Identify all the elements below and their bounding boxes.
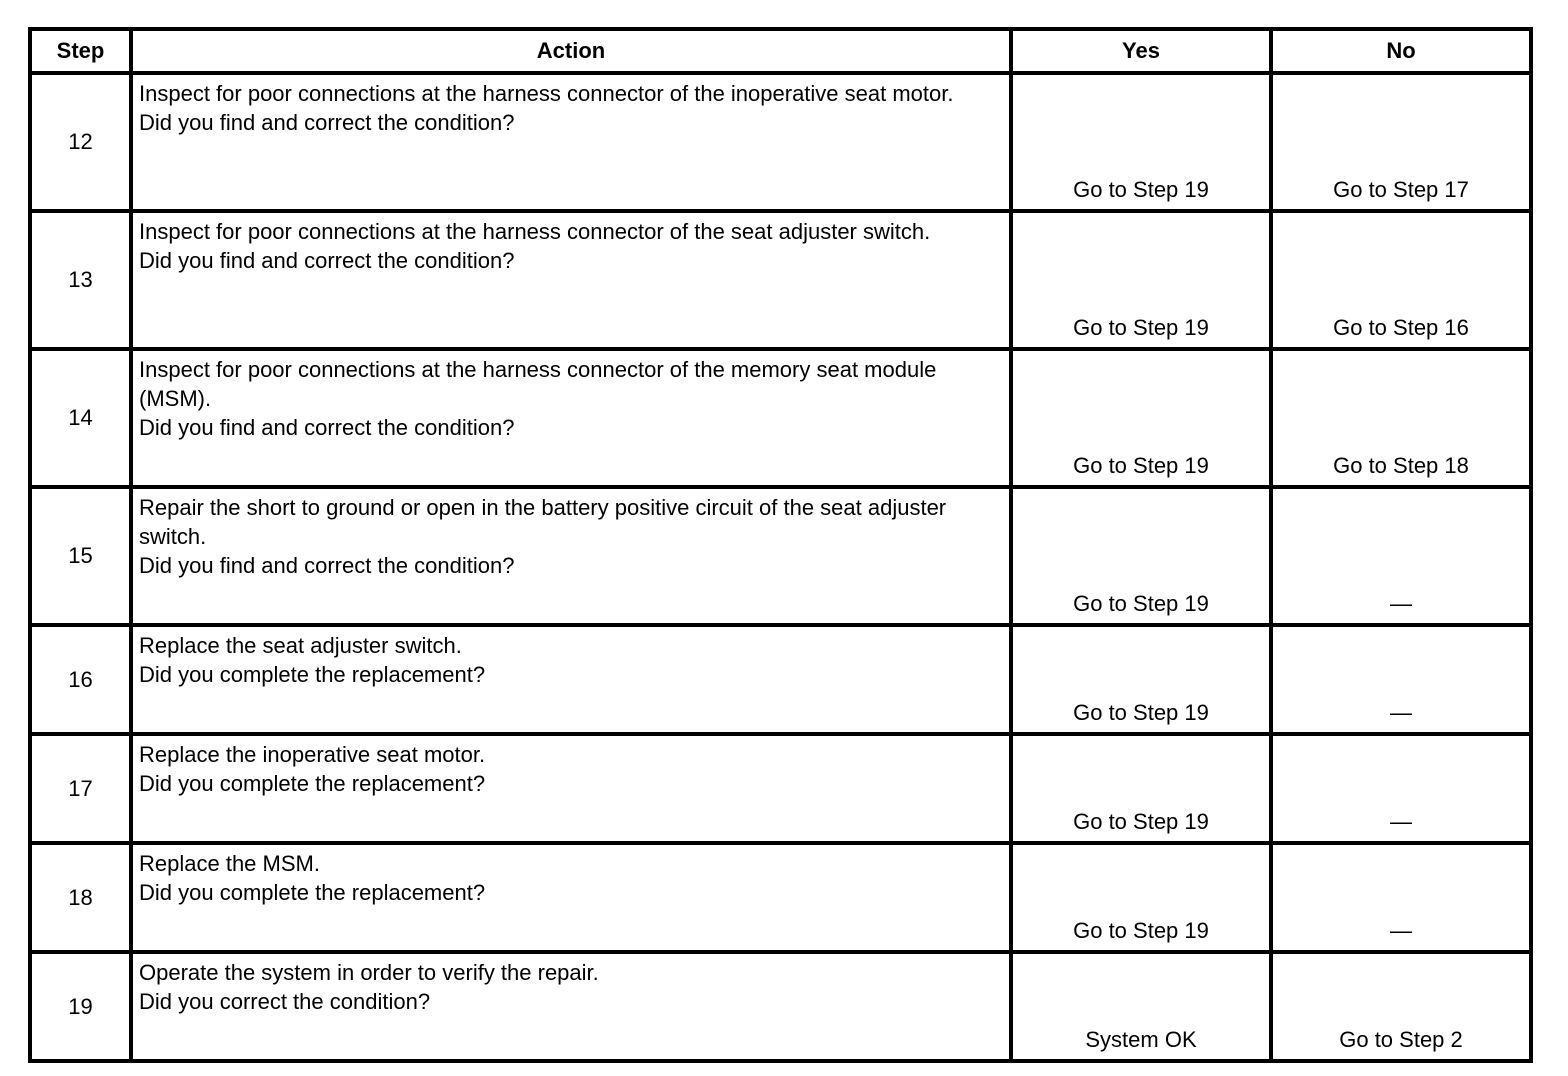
table-row bbox=[30, 487, 1531, 625]
no-result: Go to Step 16 bbox=[1271, 211, 1531, 349]
diagnostic-table bbox=[28, 27, 1533, 1063]
yes-result: Go to Step 19 bbox=[1011, 625, 1271, 734]
no-result: Go to Step 2 bbox=[1271, 952, 1531, 1061]
no-result: — bbox=[1271, 734, 1531, 843]
action-text: Operate the system in order to verify the repair. bbox=[139, 960, 599, 985]
action-question: Did you complete the replacement? bbox=[139, 662, 486, 687]
action-cell bbox=[131, 211, 1011, 349]
yes-result: Go to Step 19 bbox=[1011, 487, 1271, 625]
action-question: Did you correct the condition? bbox=[139, 989, 431, 1014]
table-row bbox=[30, 734, 1531, 843]
step-number: 17 bbox=[30, 734, 131, 843]
header-yes: Yes bbox=[1011, 29, 1271, 73]
header-step: Step bbox=[30, 29, 131, 73]
no-result: — bbox=[1271, 843, 1531, 952]
action-cell bbox=[131, 843, 1011, 952]
yes-result: System OK bbox=[1011, 952, 1271, 1061]
step-number: 19 bbox=[30, 952, 131, 1061]
step-number: 14 bbox=[30, 349, 131, 487]
step-number: 16 bbox=[30, 625, 131, 734]
header-no: No bbox=[1271, 29, 1531, 73]
table-row bbox=[30, 843, 1531, 952]
action-cell bbox=[131, 487, 1011, 625]
action-text: Replace the inoperative seat motor. bbox=[139, 742, 486, 767]
action-cell bbox=[131, 734, 1011, 843]
yes-result: Go to Step 19 bbox=[1011, 734, 1271, 843]
action-cell bbox=[131, 349, 1011, 487]
header-row bbox=[30, 29, 1531, 73]
yes-result: Go to Step 19 bbox=[1011, 843, 1271, 952]
action-text: Replace the seat adjuster switch. bbox=[139, 633, 462, 658]
step-number: 13 bbox=[30, 211, 131, 349]
header-action: Action bbox=[131, 29, 1011, 73]
step-number: 15 bbox=[30, 487, 131, 625]
action-text: Inspect for poor connections at the harness connector of the inoperative seat motor. bbox=[139, 81, 954, 106]
action-question: Did you find and correct the condition? bbox=[139, 415, 515, 440]
action-question: Did you find and correct the condition? bbox=[139, 248, 515, 273]
table-row bbox=[30, 952, 1531, 1061]
no-result: Go to Step 17 bbox=[1271, 73, 1531, 211]
action-question: Did you find and correct the condition? bbox=[139, 110, 515, 135]
table-row bbox=[30, 625, 1531, 734]
yes-result: Go to Step 19 bbox=[1011, 211, 1271, 349]
action-cell bbox=[131, 952, 1011, 1061]
action-question: Did you complete the replacement? bbox=[139, 771, 486, 796]
action-question: Did you complete the replacement? bbox=[139, 880, 486, 905]
action-cell bbox=[131, 73, 1011, 211]
step-number: 12 bbox=[30, 73, 131, 211]
no-result: Go to Step 18 bbox=[1271, 349, 1531, 487]
action-cell bbox=[131, 625, 1011, 734]
yes-result: Go to Step 19 bbox=[1011, 73, 1271, 211]
table-row bbox=[30, 73, 1531, 211]
action-text: Replace the MSM. bbox=[139, 851, 320, 876]
action-question: Did you find and correct the condition? bbox=[139, 553, 515, 578]
action-text: Inspect for poor connections at the harness connector of the memory seat module (MSM). bbox=[139, 357, 937, 411]
table-row bbox=[30, 349, 1531, 487]
action-text: Repair the short to ground or open in the battery positive circuit of the seat adjuster switch. bbox=[139, 495, 947, 549]
no-result: — bbox=[1271, 487, 1531, 625]
table-row bbox=[30, 211, 1531, 349]
action-text: Inspect for poor connections at the harness connector of the seat adjuster switch. bbox=[139, 219, 931, 244]
no-result: — bbox=[1271, 625, 1531, 734]
step-number: 18 bbox=[30, 843, 131, 952]
yes-result: Go to Step 19 bbox=[1011, 349, 1271, 487]
